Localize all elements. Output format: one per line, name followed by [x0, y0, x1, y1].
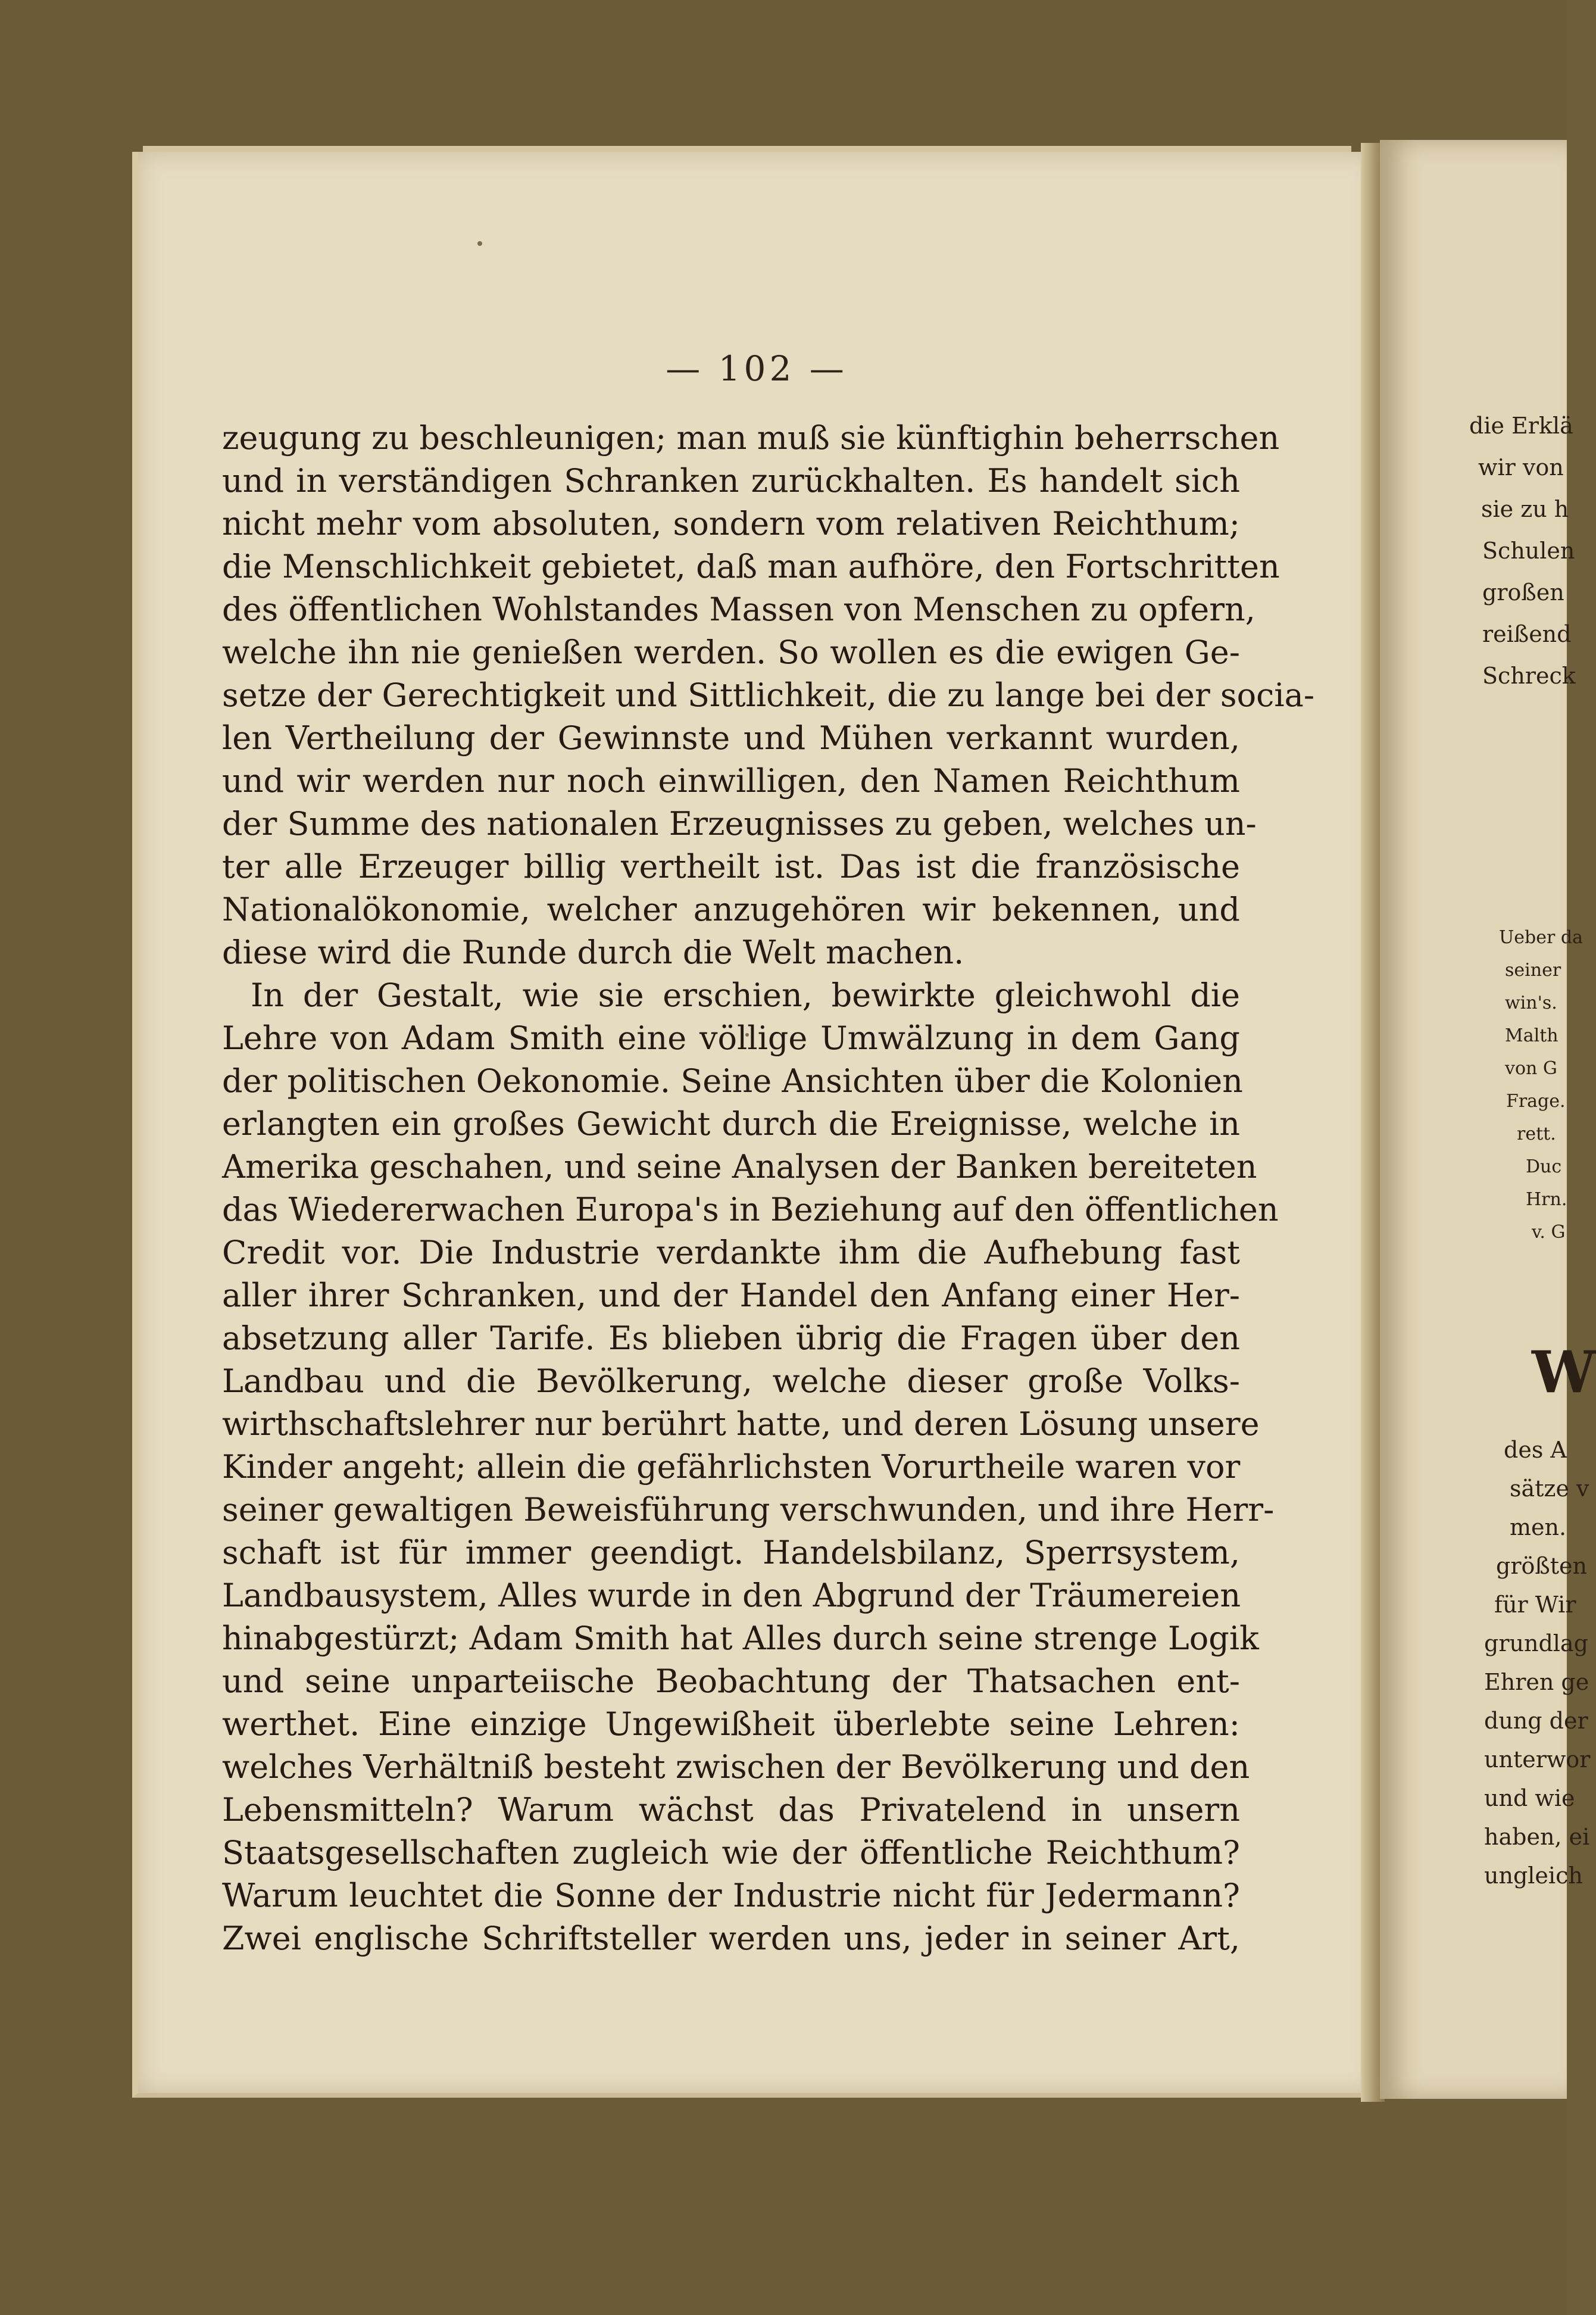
- text-line: diese wird die Runde durch die Welt machen.: [222, 934, 964, 971]
- facing-text-line: Schulen: [1482, 538, 1575, 564]
- text-line: und seine unparteiische Beobachtung der Thatsachen ent-: [222, 1662, 1240, 1700]
- text-line: wirthschaftslehrer nur berührt hatte, und deren Lösung unsere: [222, 1405, 1260, 1443]
- facing-note-line: win's.: [1505, 993, 1557, 1013]
- text-line: schaft ist für immer geendigt. Handelsbilanz, Sperrsystem,: [222, 1534, 1240, 1571]
- page-number: — 102 —: [666, 348, 848, 389]
- text-line: Lebensmitteln? Warum wächst das Privatelend in unsern: [222, 1791, 1240, 1829]
- facing-text-line: ungleich: [1484, 1862, 1583, 1889]
- text-line: erlangten ein großes Gewicht durch die Ereignisse, welche in: [222, 1105, 1240, 1143]
- facing-text-line: reißend: [1482, 621, 1572, 647]
- text-line: welche ihn nie genießen werden. So wollen es die ewigen Ge-: [222, 634, 1240, 671]
- facing-page: [1380, 140, 1596, 2099]
- text-line: seiner gewaltigen Beweisführung verschwunden, und ihre Herr-: [222, 1491, 1275, 1528]
- text-line: len Vertheilung der Gewinnste und Mühen verkannt wurden,: [222, 719, 1240, 757]
- facing-note-line: von G: [1505, 1058, 1557, 1079]
- text-line: Landbau und die Bevölkerung, welche dieser große Volks-: [222, 1362, 1240, 1400]
- facing-text-line: die Erklä: [1469, 413, 1573, 439]
- text-line: absetzung aller Tarife. Es blieben übrig die Fragen über den: [222, 1319, 1240, 1357]
- facing-text-line: Schreck: [1482, 663, 1576, 689]
- facing-text-line: und wie: [1484, 1785, 1575, 1811]
- text-line: ter alle Erzeuger billig vertheilt ist. Das ist die französische: [222, 848, 1240, 885]
- facing-text-line: unterwor: [1484, 1746, 1591, 1773]
- text-line: Kinder angeht; allein die gefährlichsten Vorurtheile waren vor: [222, 1448, 1241, 1486]
- facing-text-line: des A: [1504, 1437, 1567, 1463]
- facing-text-line: sätze v: [1510, 1475, 1589, 1502]
- facing-text-line: men.: [1510, 1514, 1567, 1540]
- facing-note-line: Hrn.: [1526, 1189, 1567, 1210]
- facing-text-line: haben, ei: [1484, 1824, 1590, 1850]
- text-line: Warum leuchtet die Sonne der Industrie nicht für Jedermann?: [222, 1877, 1240, 1914]
- facing-note-line: Frage.: [1506, 1091, 1566, 1112]
- facing-text-line: wir von: [1478, 454, 1564, 481]
- text-line: der politischen Oekonomie. Seine Ansichten über die Kolonien: [222, 1062, 1243, 1100]
- text-line: Zwei englische Schriftsteller werden uns, jeder in seiner Art,: [222, 1920, 1240, 1957]
- facing-note-line: Ueber da: [1499, 927, 1583, 948]
- facing-note-line: rett.: [1517, 1124, 1556, 1144]
- facing-note-line: seiner: [1505, 960, 1561, 981]
- facing-heading: W: [1532, 1339, 1596, 1406]
- text-line: werthet. Eine einzige Ungewißheit überlebte seine Lehren:: [222, 1705, 1240, 1743]
- text-line: hinabgestürzt; Adam Smith hat Alles durch seine strenge Logik: [222, 1620, 1259, 1657]
- facing-text-line: großen: [1482, 579, 1564, 606]
- body-text: [222, 417, 1315, 1960]
- text-line: setze der Gerechtigkeit und Sittlichkeit, die zu lange bei der socia-: [222, 676, 1315, 714]
- text-line: Lehre von Adam Smith eine völlige Umwälzung in dem Gang: [222, 1019, 1240, 1057]
- facing-note-line: Duc: [1526, 1156, 1562, 1177]
- text-line: Landbausystem, Alles wurde in den Abgrund der Träumereien: [222, 1577, 1241, 1614]
- text-line: Staatsgesellschaften zugleich wie der öffentliche Reichthum?: [222, 1834, 1240, 1871]
- facing-text-line: sie zu h: [1481, 496, 1569, 522]
- facing-text-line: grundlag: [1484, 1630, 1588, 1656]
- facing-text-line: Ehren ge: [1484, 1669, 1589, 1695]
- facing-note-line: v. G: [1532, 1222, 1566, 1243]
- paper-speck: [477, 241, 482, 246]
- facing-note-line: Malth: [1505, 1025, 1558, 1046]
- text-line: und in verständigen Schranken zurückhalten. Es handelt sich: [222, 462, 1240, 500]
- text-line: In der Gestalt, wie sie erschien, bewirkte gleichwohl die: [251, 976, 1240, 1014]
- facing-text-line: größten: [1496, 1553, 1587, 1579]
- text-line: welches Verhältniß besteht zwischen der Bevölkerung und den: [222, 1748, 1250, 1786]
- text-line: das Wiedererwachen Europa's in Beziehung auf den öffentlichen: [222, 1191, 1279, 1228]
- text-line: der Summe des nationalen Erzeugnisses zu geben, welches un-: [222, 805, 1257, 843]
- text-line: die Menschlichkeit gebietet, daß man aufhöre, den Fortschritten: [222, 548, 1280, 585]
- text-line: nicht mehr vom absoluten, sondern vom relativen Reichthum;: [222, 505, 1240, 542]
- text-line: des öffentlichen Wohlstandes Massen von Menschen zu opfern,: [222, 591, 1255, 628]
- facing-text-line: dung der: [1484, 1708, 1588, 1734]
- text-line: zeugung zu beschleunigen; man muß sie künftighin beherrschen: [222, 419, 1280, 457]
- text-line: Credit vor. Die Industrie verdankte ihm die Aufhebung fast: [222, 1234, 1240, 1271]
- text-line: Amerika geschahen, und seine Analysen der Banken bereiteten: [222, 1148, 1257, 1185]
- text-line: Nationalökonomie, welcher anzugehören wir bekennen, und: [222, 891, 1240, 928]
- text-line: und wir werden nur noch einwilligen, den Namen Reichthum: [222, 762, 1240, 800]
- text-line: aller ihrer Schranken, und der Handel den Anfang einer Her-: [222, 1277, 1240, 1314]
- facing-text-line: für Wir: [1494, 1592, 1576, 1618]
